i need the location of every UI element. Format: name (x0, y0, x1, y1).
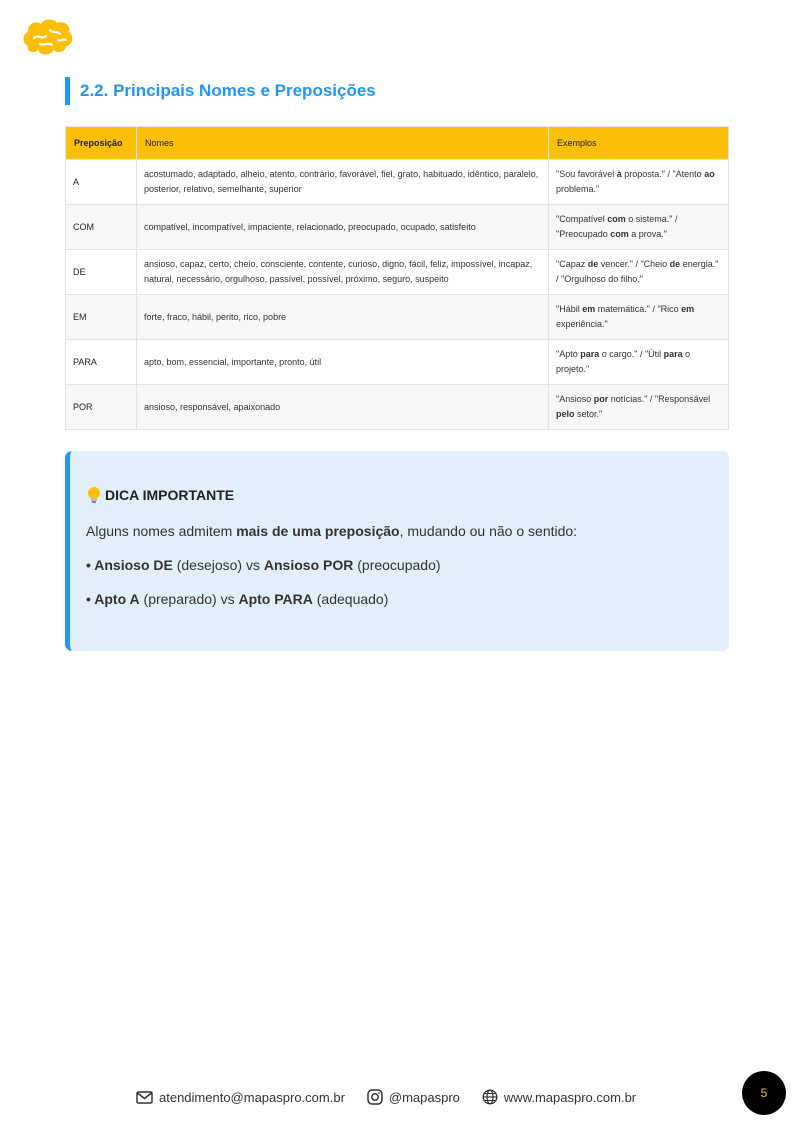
lightbulb-icon (86, 486, 102, 504)
exemplos-cell: "Apto para o cargo." / "Útil para o projeto." (549, 340, 729, 385)
table-header-row (66, 127, 729, 160)
nomes-cell: ansioso, capaz, certo, cheio, consciente, contente, curioso, digno, fácil, feliz, impossível, incapaz, natural, necessário, orgulhoso, passível, possível, próximo, seguro, suspeito (137, 250, 549, 295)
column-header: Nomes (137, 127, 549, 160)
exemplos-cell: "Hábil em matemática." / "Rico em experiência." (549, 295, 729, 340)
section-title: 2.2. Principais Nomes e Preposições (65, 77, 376, 105)
preposition-cell: EM (66, 295, 137, 340)
table-row (66, 205, 729, 250)
table-row (66, 295, 729, 340)
exemplos-cell: "Capaz de vencer." / "Cheio de energia." / "Orgulhoso do filho." (549, 250, 729, 295)
exemplos-cell: "Sou favorável à proposta." / "Atento ao problema." (549, 160, 729, 205)
nomes-cell: compatível, incompatível, impaciente, relacionado, preocupado, ocupado, satisfeito (137, 205, 549, 250)
brain-logo-icon (20, 16, 74, 60)
mail-icon (136, 1091, 153, 1104)
column-header: Preposição (66, 127, 137, 160)
preposition-cell: PARA (66, 340, 137, 385)
tip-title-text: DICA IMPORTANTE (105, 487, 235, 503)
nomes-cell: apto, bom, essencial, importante, pronto, útil (137, 340, 549, 385)
nomes-cell: ansioso, responsável, apaixonado (137, 385, 549, 430)
preposition-cell: COM (66, 205, 137, 250)
tip-intro: Alguns nomes admitem mais de uma preposição, mudando ou não o sentido: (86, 523, 578, 539)
preposition-cell: POR (66, 385, 137, 430)
table-row (66, 385, 729, 430)
globe-icon (482, 1089, 498, 1105)
table-row (66, 340, 729, 385)
footer-instagram[interactable]: @mapaspro (367, 1089, 460, 1105)
preposition-cell: DE (66, 250, 137, 295)
tip-title (86, 485, 729, 505)
table-row (66, 160, 729, 205)
exemplos-cell: "Compatível com o sistema." / "Preocupado com a prova." (549, 205, 729, 250)
tip-line-apto: • Apto A (preparado) vs Apto PARA (adequado) (86, 591, 389, 607)
table-row (66, 250, 729, 295)
instagram-icon (367, 1089, 383, 1105)
tip-line-ansioso: • Ansioso DE (desejoso) vs Ansioso POR (preocupado) (86, 557, 441, 573)
prepositions-table (65, 126, 729, 430)
preposition-cell: A (66, 160, 137, 205)
column-header: Exemplos (549, 127, 729, 160)
nomes-cell: forte, fraco, hábil, perito, rico, pobre (137, 295, 549, 340)
tip-box (65, 451, 729, 651)
footer-email[interactable]: atendimento@mapaspro.com.br (136, 1090, 345, 1105)
nomes-cell: acostumado, adaptado, alheio, atento, contrário, favorável, fiel, grato, habituado, idêntico, paralelo, posterior, relativo, semelhante, superior (137, 160, 549, 205)
footer-website[interactable]: www.mapaspro.com.br (482, 1089, 636, 1105)
exemplos-cell: "Ansioso por notícias." / "Responsável pelo setor." (549, 385, 729, 430)
page-number: 5 (742, 1071, 786, 1115)
footer-contacts (136, 1086, 658, 1108)
